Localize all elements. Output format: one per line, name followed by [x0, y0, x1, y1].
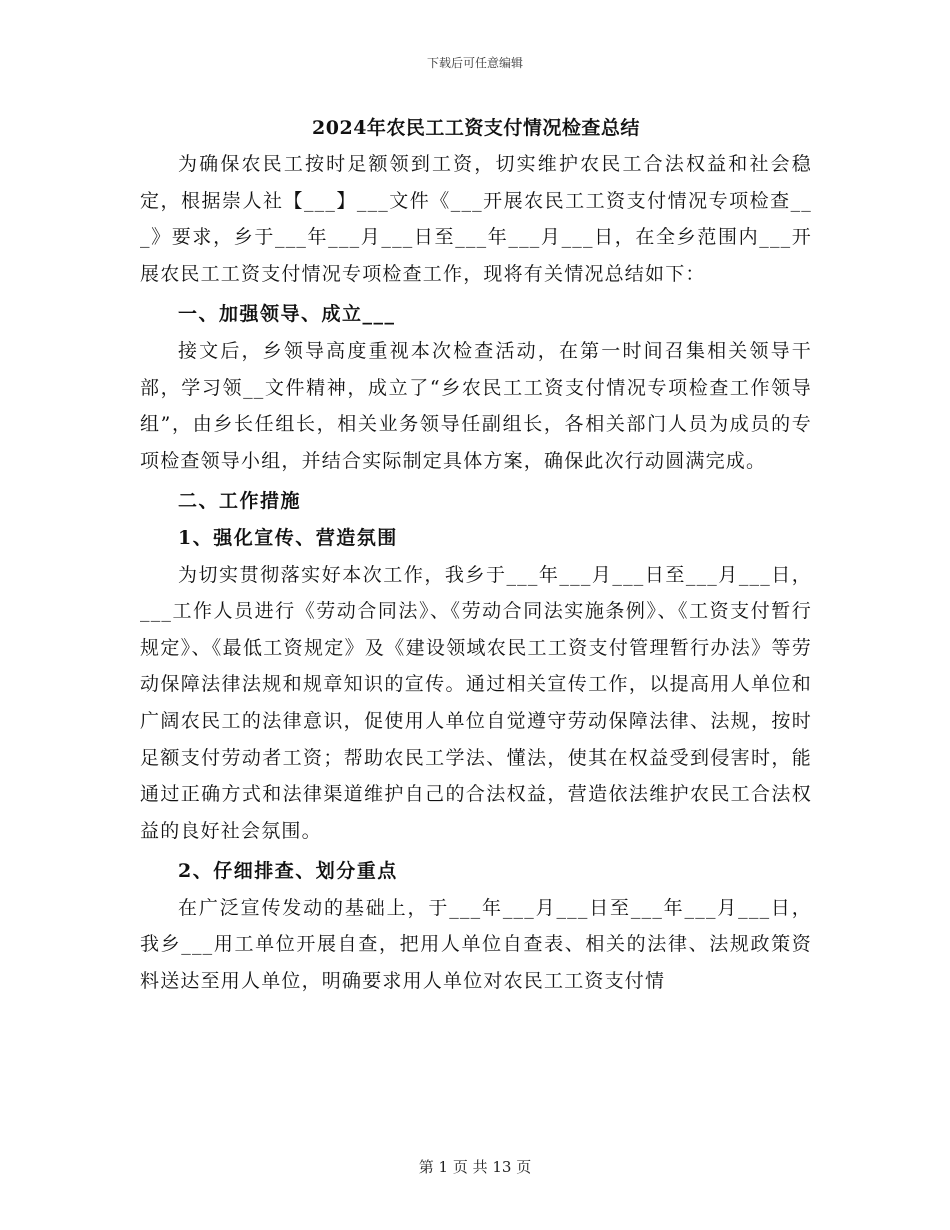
- subsection-heading-2: 2、仔细排查、划分重点: [178, 860, 398, 883]
- subsection-heading-1: 1、强化宣传、营造氛围: [178, 526, 398, 549]
- paragraph-inspection: 在广泛宣传发动的基础上，于___年___月___日至___年___月___日，我乡___用工单位开展自查，把用人单位自查表、相关的法律、法规政策资料送达至用人单位，明确要求用人单位对农民工工资支付情: [140, 896, 812, 993]
- paragraph-leadership: 接文后，乡领导高度重视本次检查活动，在第一时间召集相关领导干部，学习领__文件精神，成立了“乡农民工工资支付情况专项检查工作领导组”，由乡长任组长，相关业务领导任副组长，各相关部门人员为成员的专项检查领导小组，并结合实际制定具体方案，确保此次行动圆满完成。: [140, 339, 812, 472]
- document-title: 2024年农民工工资支付情况检查总结: [312, 117, 640, 139]
- section-heading-2: 二、工作措施: [178, 490, 302, 513]
- paragraph-publicity: 为切实贯彻落实好本次工作，我乡于___年___月___日至___月___日，___工作人员进行《劳动合同法》、《劳动合同法实施条例》、《工资支付暂行规定》、《最低工资规定》及《建设领域农民工工资支付管理暂行办法》等劳动保障法律法规和规章知识的宣传。通过相关宣传工作，以提高用人单位和广阔农民工的法律意识，促使用人单位自觉遵守劳动保障法律、法规，按时足额支付劳动者工资；帮助农民工学法、懂法，使其在权益受到侵害时，能通过正确方式和法律渠道维护自己的合法权益，营造依法维护农民工合法权益的良好社会氛围。: [140, 563, 812, 842]
- page-number: 第 1 页 共 13 页: [418, 1158, 532, 1176]
- section-heading-1: 一、加强领导、成立___: [178, 303, 396, 326]
- paragraph-intro: 为确保农民工按时足额领到工资，切实维护农民工合法权益和社会稳定，根据崇人社【___】___文件《___开展农民工工资支付情况专项检查___》要求，乡于___年___月___日至___年___月___日，在全乡范围内___开展农民工工资支付情况专项检查工作，现将有关情况总结如下：: [140, 153, 812, 285]
- page-header-note: 下载后可任意编辑: [426, 56, 523, 70]
- document-body: [140, 110, 812, 1000]
